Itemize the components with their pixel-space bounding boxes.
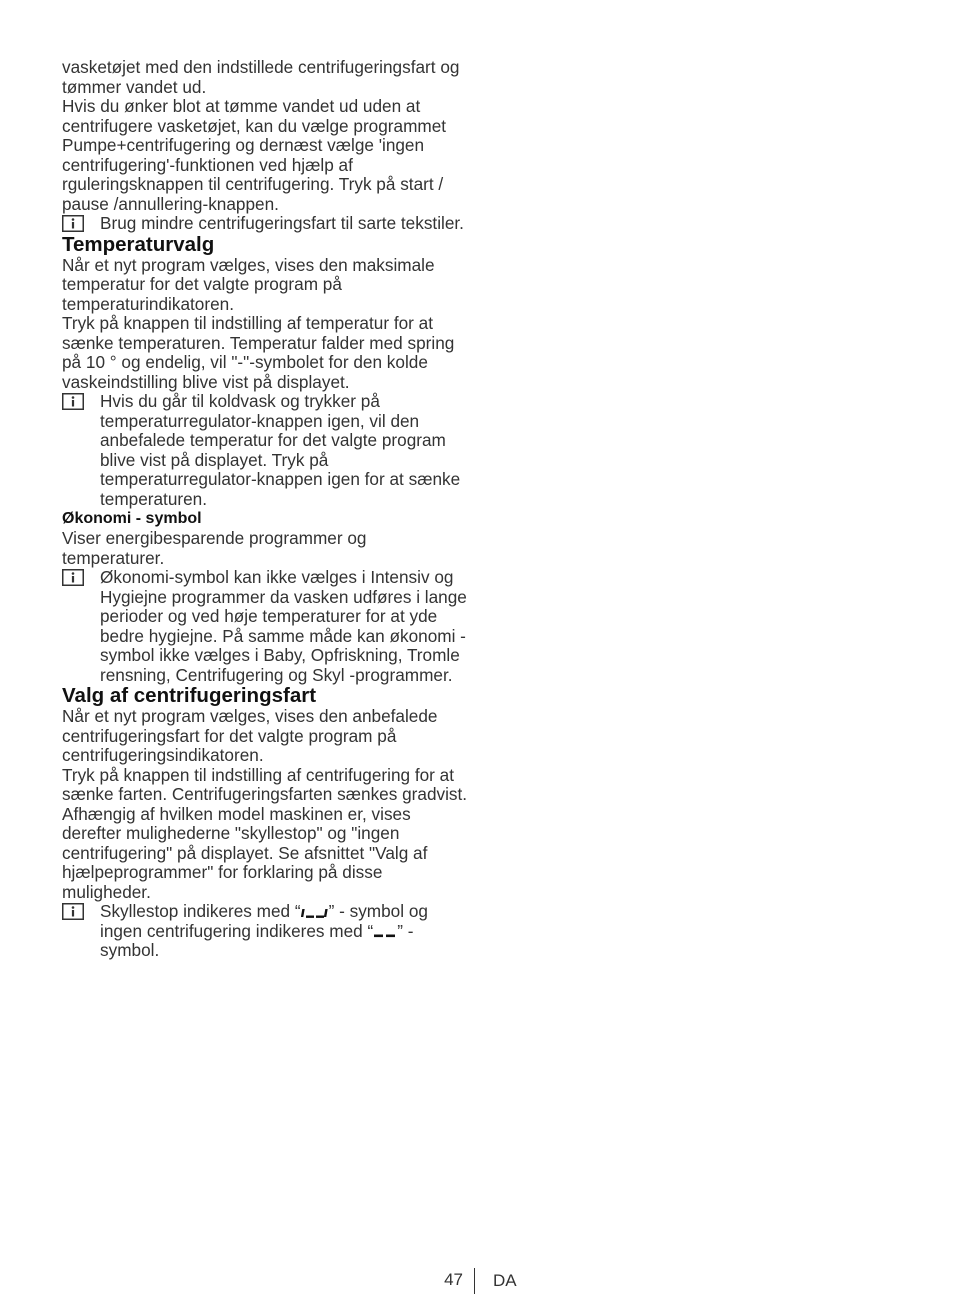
info-icon xyxy=(62,903,84,920)
eco-note-text: Økonomi-symbol kan ikke vælges i Intensiv og Hygiejne programmer da vasken udføres i lange perioder og ved høje temperaturer for at yde bedre hygiejne. På samme måde kan økonomi - symbol ikke vælges i Baby, Opfriskning, Tromle rensning, Centrifugering og Skyl -programmer. xyxy=(100,567,467,685)
language-code: DA xyxy=(493,1271,517,1290)
spin-note xyxy=(62,902,472,961)
intro-paragraph-2: Hvis du ønker blot at tømme vandet ud uden at centrifugere vasketøjet, kan du vælge programmet Pumpe+centrifugering og dernæst vælge 'ingen centrifugering'-funktionen ved hjælp af rguleringsknappen til centrifugering. Tryk på start / pause /annullering-knappen. xyxy=(62,96,447,214)
page-footer xyxy=(0,1270,954,1294)
eco-heading: Økonomi - symbol xyxy=(62,510,202,527)
info-icon xyxy=(62,393,84,410)
spin-note-text-b: ” - symbol og ingen centrifugering indikeres med “ xyxy=(100,901,428,941)
footer-divider xyxy=(474,1268,475,1294)
info-icon xyxy=(62,215,84,232)
spin-heading: Valg af centrifugeringsfart xyxy=(62,684,317,707)
intro-note-text: Brug mindre centrifugeringsfart til sarte tekstiler. xyxy=(100,213,464,233)
intro-paragraph-1: vasketøjet med den indstillede centrifugeringsfart og tømmer vandet ud. xyxy=(62,57,460,97)
temperature-heading: Temperaturvalg xyxy=(62,232,215,256)
eco-paragraph-1: Viser energibesparende programmer og temperaturer. xyxy=(62,528,367,568)
rinse-hold-symbol-icon xyxy=(301,905,329,919)
temperature-note xyxy=(62,392,472,509)
page-number: 47 xyxy=(444,1270,463,1289)
spin-note-text-a: Skyllestop indikeres med “ xyxy=(100,901,301,921)
no-spin-symbol-icon xyxy=(373,925,397,939)
info-icon xyxy=(62,569,84,586)
temperature-note-text: Hvis du går til koldvask og trykker på temperaturregulator-knappen igen, vil den anbefalede temperatur for det valgte program blive vist på displayet. Tryk på temperaturregulator-knappen igen for at sænke temperaturen. xyxy=(100,391,461,509)
spin-paragraph-1: Når et nyt program vælges, vises den anbefalede centrifugeringsfart for det valgte program på centrifugeringsindikatoren. xyxy=(62,706,438,765)
spin-note-text-c: ” - symbol. xyxy=(100,920,414,960)
temperature-paragraph-1: Når et nyt program vælges, vises den maksimale temperatur for det valgte program på temperaturindikatoren. xyxy=(62,254,435,314)
eco-note xyxy=(62,568,472,685)
spin-paragraph-2: Tryk på knappen til indstilling af centrifugering for at sænke farten. Centrifugeringsfarten sænkes gradvist. Afhængig af hvilken model maskinen er, vises derefter mulighederne "skyllestop" og "ingen centrifugering" på displayet. Se afsnittet "Valg af hjælpeprogrammer" for forklaring på disse muligheder. xyxy=(62,764,468,902)
temperature-paragraph-2: Tryk på knappen til indstilling af temperatur for at sænke temperaturen. Temperatur falder med spring på 10 ° og endelig, vil "-"-symbolet for den kolde vaskeindstilling blive vist på displayet. xyxy=(62,313,455,392)
intro-note xyxy=(62,214,472,234)
content-column xyxy=(62,58,472,961)
